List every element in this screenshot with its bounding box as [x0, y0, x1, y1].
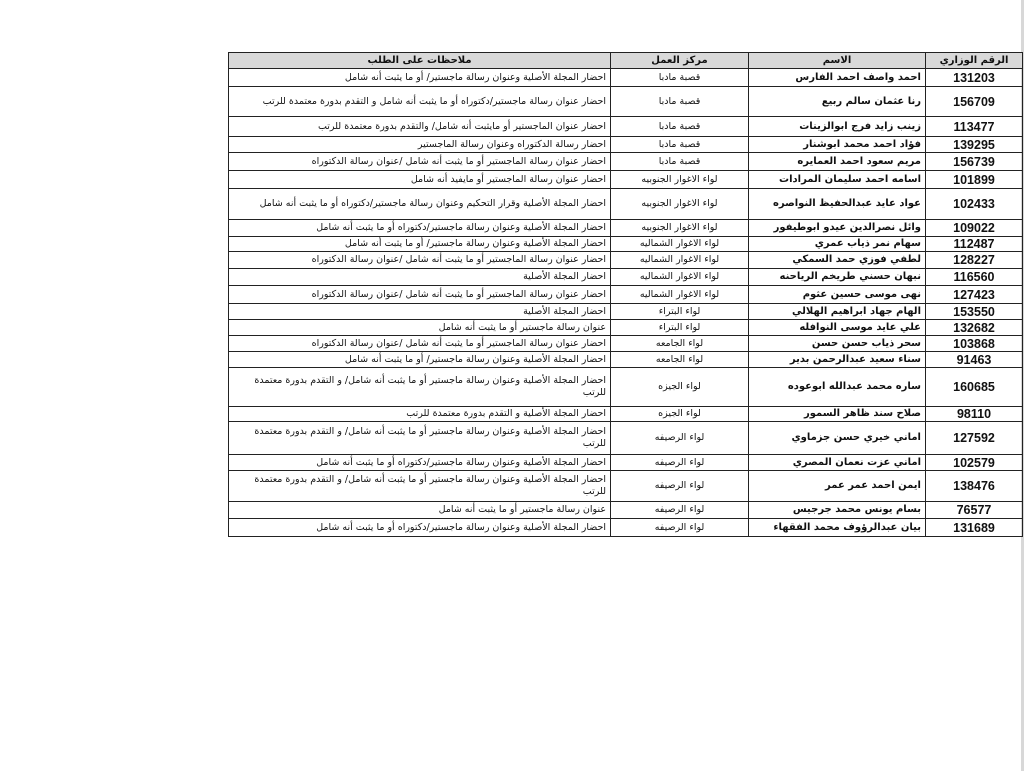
- table-row: [229, 237, 1023, 252]
- table-row: [229, 368, 1023, 407]
- header-notes: ملاحظات على الطلب: [229, 53, 611, 69]
- name-cell: فؤاد احمد محمد ابوشنار: [749, 137, 926, 153]
- name-cell: سحر ذياب حسن حسن: [749, 336, 926, 352]
- notes-cell: عنوان رسالة ماجستير أو ما يثبت أنه شامل: [229, 320, 611, 336]
- work-center-cell: لواء الاغوار الشماليه: [611, 269, 749, 286]
- work-center-cell: لواء الاغوار الشماليه: [611, 237, 749, 252]
- work-center-cell: لواء الاغوار الشماليه: [611, 286, 749, 304]
- work-center-cell: لواء الاغوار الجنوبيه: [611, 171, 749, 189]
- name-cell: وائل نصرالدين عيدو ابوطيفور: [749, 220, 926, 237]
- notes-cell: احضار عنوان الماجستير أو مايثبت أنه شامل/ والتقدم بدورة معتمدة للرتب: [229, 117, 611, 137]
- ministerial-number-cell: 76577: [926, 502, 1023, 519]
- ministerial-number-cell: 131203: [926, 69, 1023, 87]
- notes-cell: احضار المجلة الأصلية: [229, 269, 611, 286]
- table-row: [229, 286, 1023, 304]
- work-center-cell: قصبة مادبا: [611, 87, 749, 117]
- work-center-cell: لواء الاغوار الجنوبيه: [611, 189, 749, 220]
- applications-table: [228, 52, 1023, 537]
- header-name: الاسم: [749, 53, 926, 69]
- name-cell: ساره محمد عبدالله ابوعوده: [749, 368, 926, 407]
- ministerial-number-cell: 128227: [926, 252, 1023, 269]
- table-row: [229, 407, 1023, 422]
- ministerial-number-cell: 156739: [926, 153, 1023, 171]
- work-center-cell: لواء الرصيفه: [611, 455, 749, 471]
- table-row: [229, 252, 1023, 269]
- name-cell: مريم سعود احمد العمايره: [749, 153, 926, 171]
- work-center-cell: لواء الرصيفه: [611, 422, 749, 455]
- notes-cell: احضار المجلة الأصلية وقرار التحكيم وعنوان رسالة ماجستير/دكتوراه أو ما يثبت أنه شامل: [229, 189, 611, 220]
- name-cell: اماني خيري حسن جزماوي: [749, 422, 926, 455]
- name-cell: احمد واصف احمد الفارس: [749, 69, 926, 87]
- notes-cell: احضار عنوان رسالة الماجستير أو ما يثبت أنه شامل /عنوان رسالة الدكتوراه: [229, 153, 611, 171]
- ministerial-number-cell: 138476: [926, 471, 1023, 502]
- notes-cell: احضار عنوان رسالة ماجستير/دكتوراه أو ما يثبت أنه شامل و التقدم بدورة معتمدة للرتب: [229, 87, 611, 117]
- ministerial-number-cell: 91463: [926, 352, 1023, 368]
- work-center-cell: لواء الجيزه: [611, 368, 749, 407]
- notes-cell: عنوان رسالة ماجستير أو ما يثبت أنه شامل: [229, 502, 611, 519]
- ministerial-number-cell: 102579: [926, 455, 1023, 471]
- table-row: [229, 117, 1023, 137]
- ministerial-number-cell: 102433: [926, 189, 1023, 220]
- notes-cell: احضار رسالة الدكتوراه وعنوان رسالة الماجستير: [229, 137, 611, 153]
- work-center-cell: لواء الاغوار الجنوبيه: [611, 220, 749, 237]
- notes-cell: احضار المجلة الأصلية وعنوان رسالة ماجستير/دكتوراه أو ما يثبت أنه شامل: [229, 519, 611, 537]
- ministerial-number-cell: 109022: [926, 220, 1023, 237]
- notes-cell: احضار عنوان رسالة الماجستير أو ما يثبت أنه شامل /عنوان رسالة الدكتوراه: [229, 336, 611, 352]
- work-center-cell: لواء الجيزه: [611, 407, 749, 422]
- ministerial-number-cell: 116560: [926, 269, 1023, 286]
- table-row: [229, 455, 1023, 471]
- table-row: [229, 153, 1023, 171]
- work-center-cell: لواء الرصيفه: [611, 502, 749, 519]
- notes-cell: احضار عنوان رسالة الماجستير أو ما يثبت أنه شامل /عنوان رسالة الدكتوراه: [229, 252, 611, 269]
- name-cell: لطفي فوزي حمد السمكي: [749, 252, 926, 269]
- work-center-cell: لواء الجامعه: [611, 336, 749, 352]
- ministerial-number-cell: 101899: [926, 171, 1023, 189]
- ministerial-number-cell: 132682: [926, 320, 1023, 336]
- name-cell: الهام جهاد ابراهيم الهلالي: [749, 304, 926, 320]
- ministerial-number-cell: 156709: [926, 87, 1023, 117]
- table-row: [229, 352, 1023, 368]
- notes-cell: احضار المجلة الأصلية وعنوان رسالة ماجستير/ أو ما يثبت أنه شامل: [229, 237, 611, 252]
- name-cell: عواد عايد عبدالحفيظ النواصره: [749, 189, 926, 220]
- work-center-cell: لواء الجامعه: [611, 352, 749, 368]
- table-row: [229, 220, 1023, 237]
- name-cell: ايمن احمد عمر عمر: [749, 471, 926, 502]
- work-center-cell: قصبة مادبا: [611, 69, 749, 87]
- table-row: [229, 320, 1023, 336]
- notes-cell: احضار المجلة الأصلية و التقدم بدورة معتمدة للرتب: [229, 407, 611, 422]
- table-row: [229, 69, 1023, 87]
- ministerial-number-cell: 113477: [926, 117, 1023, 137]
- work-center-cell: لواء الاغوار الشماليه: [611, 252, 749, 269]
- name-cell: رنا عثمان سالم ربيع: [749, 87, 926, 117]
- name-cell: بسام يونس محمد جرجيس: [749, 502, 926, 519]
- table-row: [229, 422, 1023, 455]
- table-row: [229, 519, 1023, 537]
- name-cell: نهى موسى حسين عثوم: [749, 286, 926, 304]
- table-row: [229, 502, 1023, 519]
- name-cell: اماني عزت نعمان المصري: [749, 455, 926, 471]
- table-row: [229, 471, 1023, 502]
- table-row: [229, 269, 1023, 286]
- name-cell: سهام نمر ذياب عمري: [749, 237, 926, 252]
- table-row: [229, 171, 1023, 189]
- work-center-cell: قصبة مادبا: [611, 153, 749, 171]
- work-center-cell: لواء البتراء: [611, 304, 749, 320]
- ministerial-number-cell: 153550: [926, 304, 1023, 320]
- table-row: [229, 336, 1023, 352]
- name-cell: نبهان حسني طريخم الرياحنه: [749, 269, 926, 286]
- table-header-row: [229, 53, 1023, 69]
- header-ministerial-number: الرقم الوزاري: [926, 53, 1023, 69]
- ministerial-number-cell: 131689: [926, 519, 1023, 537]
- work-center-cell: لواء الرصيفه: [611, 519, 749, 537]
- work-center-cell: قصبة مادبا: [611, 117, 749, 137]
- ministerial-number-cell: 127592: [926, 422, 1023, 455]
- notes-cell: احضار المجلة الأصلية وعنوان رسالة ماجستير/دكتوراه أو ما يثبت أنه شامل: [229, 220, 611, 237]
- ministerial-number-cell: 139295: [926, 137, 1023, 153]
- notes-cell: احضار المجلة الأصلية وعنوان رسالة ماجستير/ أو ما يثبت أنه شامل: [229, 352, 611, 368]
- notes-cell: احضار المجلة الأصلية: [229, 304, 611, 320]
- ministerial-number-cell: 127423: [926, 286, 1023, 304]
- ministerial-number-cell: 160685: [926, 368, 1023, 407]
- work-center-cell: لواء البتراء: [611, 320, 749, 336]
- ministerial-number-cell: 103868: [926, 336, 1023, 352]
- notes-cell: احضار المجلة الأصلية وعنوان رسالة ماجستير/ أو ما يثبت أنه شامل: [229, 69, 611, 87]
- name-cell: زينب زايد فرج ابوالزينات: [749, 117, 926, 137]
- table-row: [229, 189, 1023, 220]
- notes-cell: احضار المجلة الأصلية وعنوان رسالة ماجستير/دكتوراه أو ما يثبت أنه شامل: [229, 455, 611, 471]
- ministerial-number-cell: 98110: [926, 407, 1023, 422]
- notes-cell: احضار المجلة الأصلية وعنوان رسالة ماجستير أو ما يثبت أنه شامل/ و التقدم بدورة معتمدة للرتب: [229, 368, 611, 407]
- notes-cell: احضار المجلة الأصلية وعنوان رسالة ماجستير أو ما يثبت أنه شامل/ و التقدم بدورة معتمدة للرتب: [229, 471, 611, 502]
- notes-cell: احضار عنوان رسالة الماجستير أو مايفيد أنه شامل: [229, 171, 611, 189]
- header-work-center: مركز العمل: [611, 53, 749, 69]
- work-center-cell: لواء الرصيفه: [611, 471, 749, 502]
- table-row: [229, 137, 1023, 153]
- table-row: [229, 87, 1023, 117]
- name-cell: سناء سعيد عبدالرحمن بدير: [749, 352, 926, 368]
- notes-cell: احضار عنوان رسالة الماجستير أو ما يثبت أنه شامل /عنوان رسالة الدكتوراه: [229, 286, 611, 304]
- name-cell: صلاح سند ظاهر السمور: [749, 407, 926, 422]
- notes-cell: احضار المجلة الأصلية وعنوان رسالة ماجستير أو ما يثبت أنه شامل/ و التقدم بدورة معتمدة للرتب: [229, 422, 611, 455]
- name-cell: اسامه احمد سليمان المرادات: [749, 171, 926, 189]
- name-cell: بيان عبدالرؤوف محمد الفقهاء: [749, 519, 926, 537]
- work-center-cell: قصبة مادبا: [611, 137, 749, 153]
- name-cell: علي عايد موسى النوافله: [749, 320, 926, 336]
- table-row: [229, 304, 1023, 320]
- ministerial-number-cell: 112487: [926, 237, 1023, 252]
